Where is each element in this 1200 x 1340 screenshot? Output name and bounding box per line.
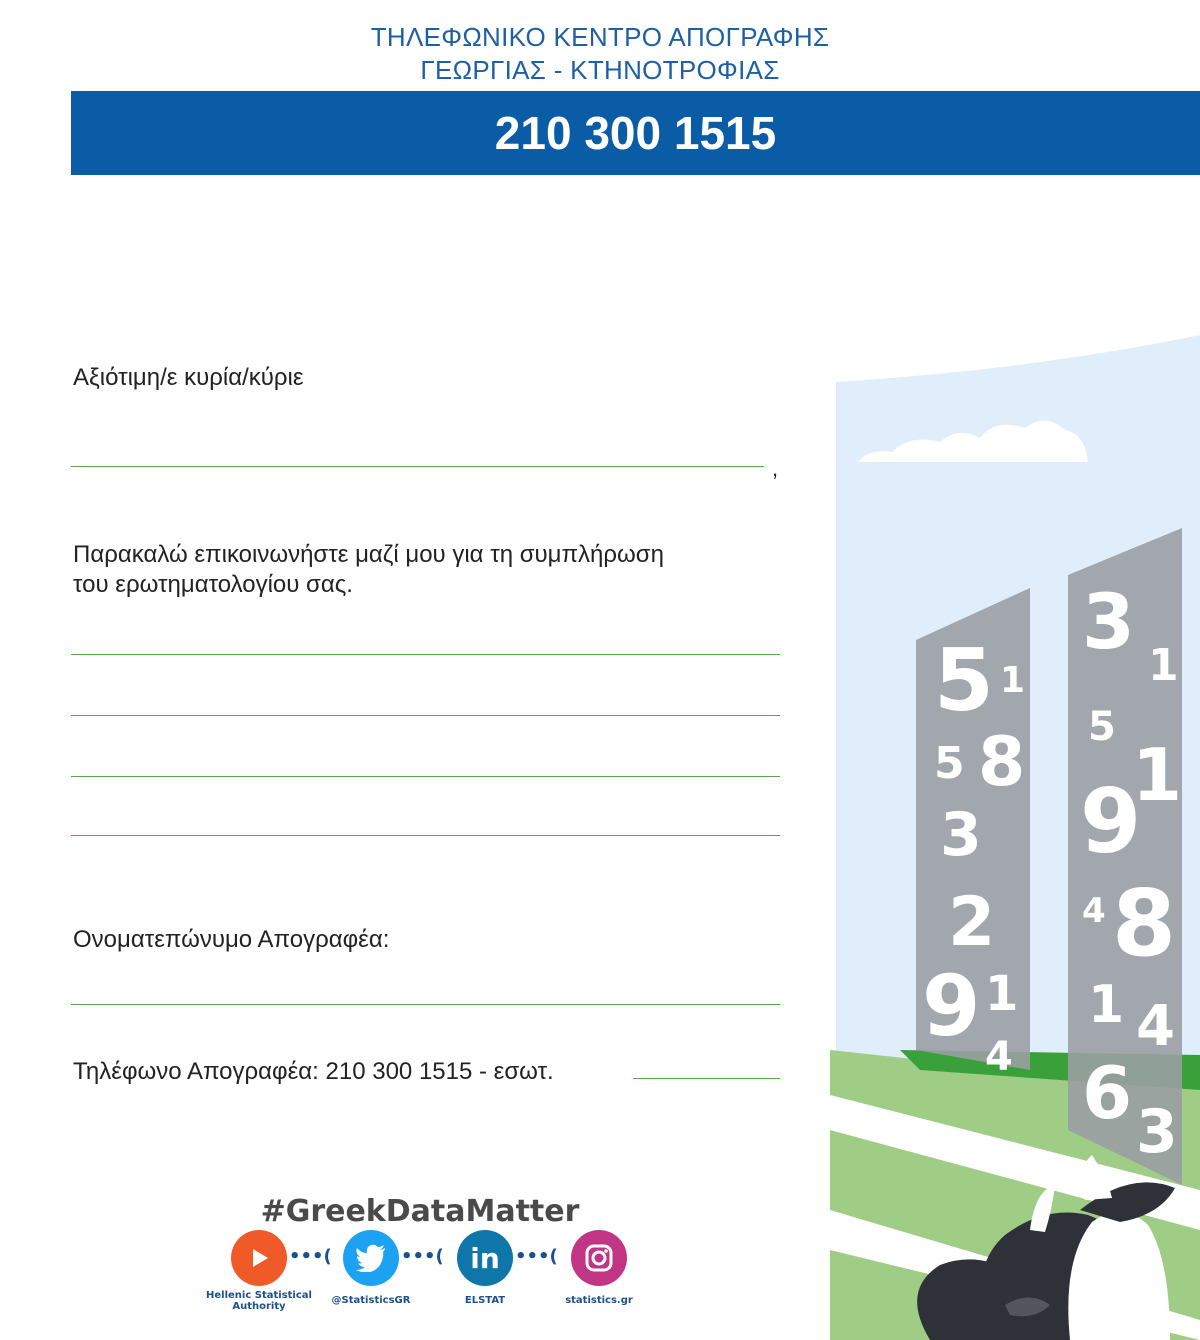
instagram-icon[interactable]	[571, 1230, 627, 1286]
slab-digit: 9	[1080, 770, 1142, 873]
notes-line-1[interactable]	[71, 654, 780, 655]
connector-dots: •••(	[289, 1246, 332, 1267]
recipient-name-line[interactable]	[71, 466, 764, 467]
slab-digit: 6	[1082, 1051, 1133, 1135]
greeting-label: Αξιότιμη/ε κυρία/κύριε	[73, 364, 304, 391]
slab-digit: 4	[985, 1034, 1013, 1080]
request-text-line1: Παρακαλώ επικοινωνήστε μαζί μου για τη συμπλήρωση	[73, 541, 664, 568]
twitter-bird-icon[interactable]	[343, 1230, 399, 1286]
enumerator-phone-label: Τηλέφωνο Απογραφέα: 210 300 1515 - εσωτ.	[73, 1058, 554, 1085]
enumerator-name-line[interactable]	[71, 1004, 780, 1005]
slab-digit: 3	[1136, 1097, 1178, 1167]
slab-digit: 1	[985, 966, 1019, 1022]
slab-digit: 5	[934, 631, 994, 731]
slab-digit: 4	[1082, 891, 1106, 931]
header-title-line2: ΓΕΩΡΓΙΑΣ - ΚΤΗΝΟΤΡΟΦΙΑΣ	[420, 55, 780, 85]
notes-line-2[interactable]	[71, 715, 780, 716]
social-label-instagram[interactable]: statistics.gr	[565, 1295, 633, 1306]
connector-dots: •••(	[515, 1246, 558, 1267]
slab-digit: 4	[1136, 994, 1175, 1059]
social-label-hsa: Hellenic Statistical Authority	[206, 1290, 312, 1312]
greeting-comma: ,	[772, 456, 779, 481]
slab-digit: 2	[948, 883, 996, 962]
slab-digit: 8	[978, 723, 1026, 802]
header-title-line1: ΤΗΛΕΦΩΝΙΚΟ ΚΕΝΤΡΟ ΑΠΟΓΡΑΦΗΣ	[370, 22, 830, 52]
census-illustration	[830, 330, 1200, 1340]
connector-dots: •••(	[401, 1246, 444, 1267]
social-label-linkedin[interactable]: ELSTAT	[464, 1295, 506, 1306]
slab-digit: 3	[940, 800, 982, 870]
slab-digit: 3	[1082, 577, 1135, 666]
slab-digit: 5	[934, 738, 965, 789]
linkedin-icon[interactable]: in	[457, 1230, 513, 1286]
slab-digit: 5	[1088, 704, 1116, 750]
notes-line-4[interactable]	[71, 835, 780, 836]
slab-digit: 1	[1148, 640, 1179, 691]
slab-digit: 1	[1132, 733, 1183, 817]
hashtag: #GreekDataMatter	[260, 1194, 580, 1229]
extension-line[interactable]	[633, 1078, 780, 1079]
slab-digit: 1	[1000, 660, 1026, 701]
phone-number: 210 300 1515	[494, 107, 777, 159]
slab-digit: 1	[1088, 975, 1125, 1035]
request-text-line2: του ερωτηματολογίου σας.	[73, 571, 353, 598]
play-icon[interactable]	[231, 1230, 287, 1286]
slab-digit: 8	[1112, 870, 1177, 977]
slab-digit: 9	[922, 957, 981, 1055]
phone-banner	[71, 91, 1200, 175]
notes-line-3[interactable]	[71, 776, 780, 777]
enumerator-name-label: Ονοματεπώνυμο Απογραφέα:	[73, 926, 390, 953]
social-label-twitter[interactable]: @StatisticsGR	[331, 1295, 411, 1306]
